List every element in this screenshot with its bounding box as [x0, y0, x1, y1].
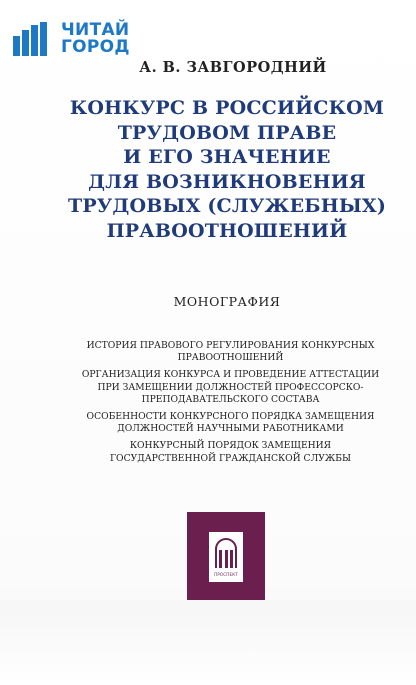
- cover-bottom-shadow: [0, 600, 416, 685]
- title-line: ТРУДОВОМ ПРАВЕ: [117, 121, 337, 144]
- book-title: [60, 96, 394, 243]
- topic-line: ПРАВООТНОШЕНИЙ: [177, 352, 284, 364]
- title-line: ДЛЯ ВОЗНИКНОВЕНИЯ: [88, 170, 366, 193]
- topic-line: ПРЕПОДАВАТЕЛЬСКОГО СОСТАВА: [141, 393, 320, 405]
- logo-line-2: ГОРОД: [61, 37, 130, 57]
- topic-line: ИСТОРИЯ ПРАВОВОГО РЕГУЛИРОВАНИЯ КОНКУРСНЫХ: [86, 340, 375, 351]
- chitai-gorod-logo[interactable]: [13, 22, 130, 56]
- topic-item: [70, 369, 391, 406]
- bookstore-logo-icon: [13, 22, 55, 56]
- topic-item: [70, 340, 391, 364]
- book-genre: МОНОГРАФИЯ: [173, 294, 281, 309]
- publisher-block: [187, 512, 265, 613]
- topic-line: ПРИ ЗАМЕЩЕНИИ ДОЛЖНОСТЕЙ ПРОФЕССОРСКО-: [97, 381, 364, 393]
- topic-line: ГОСУДАРСТВЕННОЙ ГРАЖДАНСКОЙ СЛУЖБЫ: [109, 452, 352, 464]
- title-line: И ЕГО ЗНАЧЕНИЕ: [123, 146, 331, 168]
- logo-text: [61, 22, 130, 56]
- publisher-logo-icon: [209, 532, 243, 582]
- publisher-name: ПРОСПЕКТ: [214, 572, 238, 577]
- topic-line: ОСОБЕННОСТИ КОНКУРСНОГО ПОРЯДКА ЗАМЕЩЕНИЯ: [86, 411, 375, 423]
- topics-list: [70, 340, 391, 470]
- topic-item: [70, 411, 391, 435]
- topic-line: КОНКУРСНЫЙ ПОРЯДОК ЗАМЕЩЕНИЯ: [129, 440, 332, 452]
- title-line: ПРАВООТНОШЕНИЙ: [106, 219, 348, 242]
- topic-item: [70, 440, 391, 464]
- title-line: КОНКУРС В РОССИЙСКОМ: [69, 97, 385, 119]
- title-line: ТРУДОВЫХ (СЛУЖЕБНЫХ): [67, 195, 387, 217]
- topic-line: ДОЛЖНОСТЕЙ НАУЧНЫМИ РАБОТНИКАМИ: [117, 423, 344, 435]
- logo-line-1: ЧИТАЙ: [61, 20, 130, 40]
- book-author: А. В. ЗАВГОРОДНИЙ: [139, 59, 327, 76]
- topic-line: ОРГАНИЗАЦИЯ КОНКУРСА И ПРОВЕДЕНИЕ АТТЕСТАЦИИ: [81, 369, 380, 381]
